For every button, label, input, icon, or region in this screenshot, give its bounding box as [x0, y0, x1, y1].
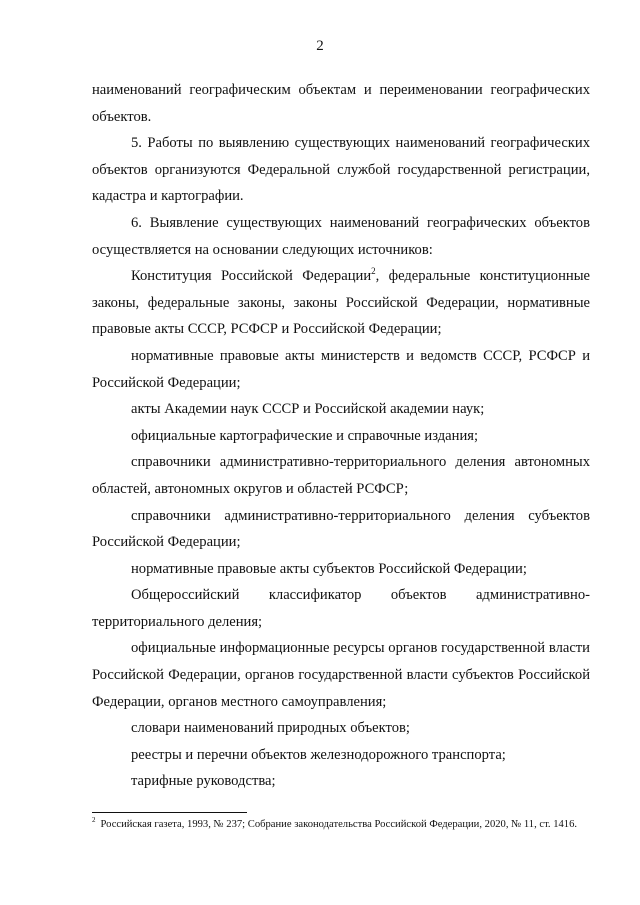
body-text [92, 77, 590, 795]
source-academy-acts: акты Академии наук СССР и Российской академии наук; [131, 401, 485, 418]
paragraph-item-5: 5. Работы по выявлению существующих наименований географических объектов организуются Федеральной службой государственной регистрации, кадастра и картографии. [92, 135, 590, 205]
source-subject-directories: справочники административно-территориального деления субъектов Российской Федерации; [92, 507, 590, 551]
source-tariff-guides: тарифные руководства; [131, 773, 276, 790]
source-subject-acts: нормативные правовые акты субъектов Российской Федерации; [131, 560, 527, 577]
footnote-separator [92, 812, 247, 813]
source-dictionaries: словари наименований природных объектов; [131, 720, 410, 737]
footnote [92, 817, 590, 833]
paragraph-item-6: 6. Выявление существующих наименований географических объектов осуществляется на основании следующих источников: [92, 214, 590, 258]
source-constitution-text: Конституция Российской Федерации [131, 268, 372, 285]
source-railway-registers: реестры и перечни объектов железнодорожного транспорта; [131, 746, 506, 763]
paragraph-continuation: наименований географическим объектам и переименовании географических объектов. [92, 82, 590, 125]
source-ministry-acts: нормативные правовые акты министерств и ведомств СССР, РСФСР и Российской Федерации; [92, 347, 590, 391]
source-constitution-text-rest: , федеральные конституционные законы, федеральные законы, законы Российской Федерации, нормативные правовые акты СССР, РСФСР и Российской Федерации; [92, 268, 590, 338]
source-cartographic-editions: официальные картографические и справочные издания; [131, 427, 479, 444]
footnote-text: Российская газета, 1993, № 237; Собрание законодательства Российской Федерации, 2020, № 11, ст. 1416. [100, 819, 578, 830]
page-number: 2 [316, 38, 324, 54]
source-rsfsr-directories: справочники административно-территориального деления автономных областей, автономных округов и областей РСФСР; [92, 454, 590, 497]
source-classifier: Общероссийский классификатор объектов административно-территориального деления; [92, 587, 590, 630]
footnote-mark: 2 [92, 816, 96, 825]
source-constitution [92, 263, 590, 343]
footnote-reference: 2 [371, 266, 376, 277]
source-information-resources: официальные информационные ресурсы органов государственной власти Российской Федерации, органов государственной власти субъектов Российской Федерации, органов местного самоуправления; [92, 640, 590, 710]
